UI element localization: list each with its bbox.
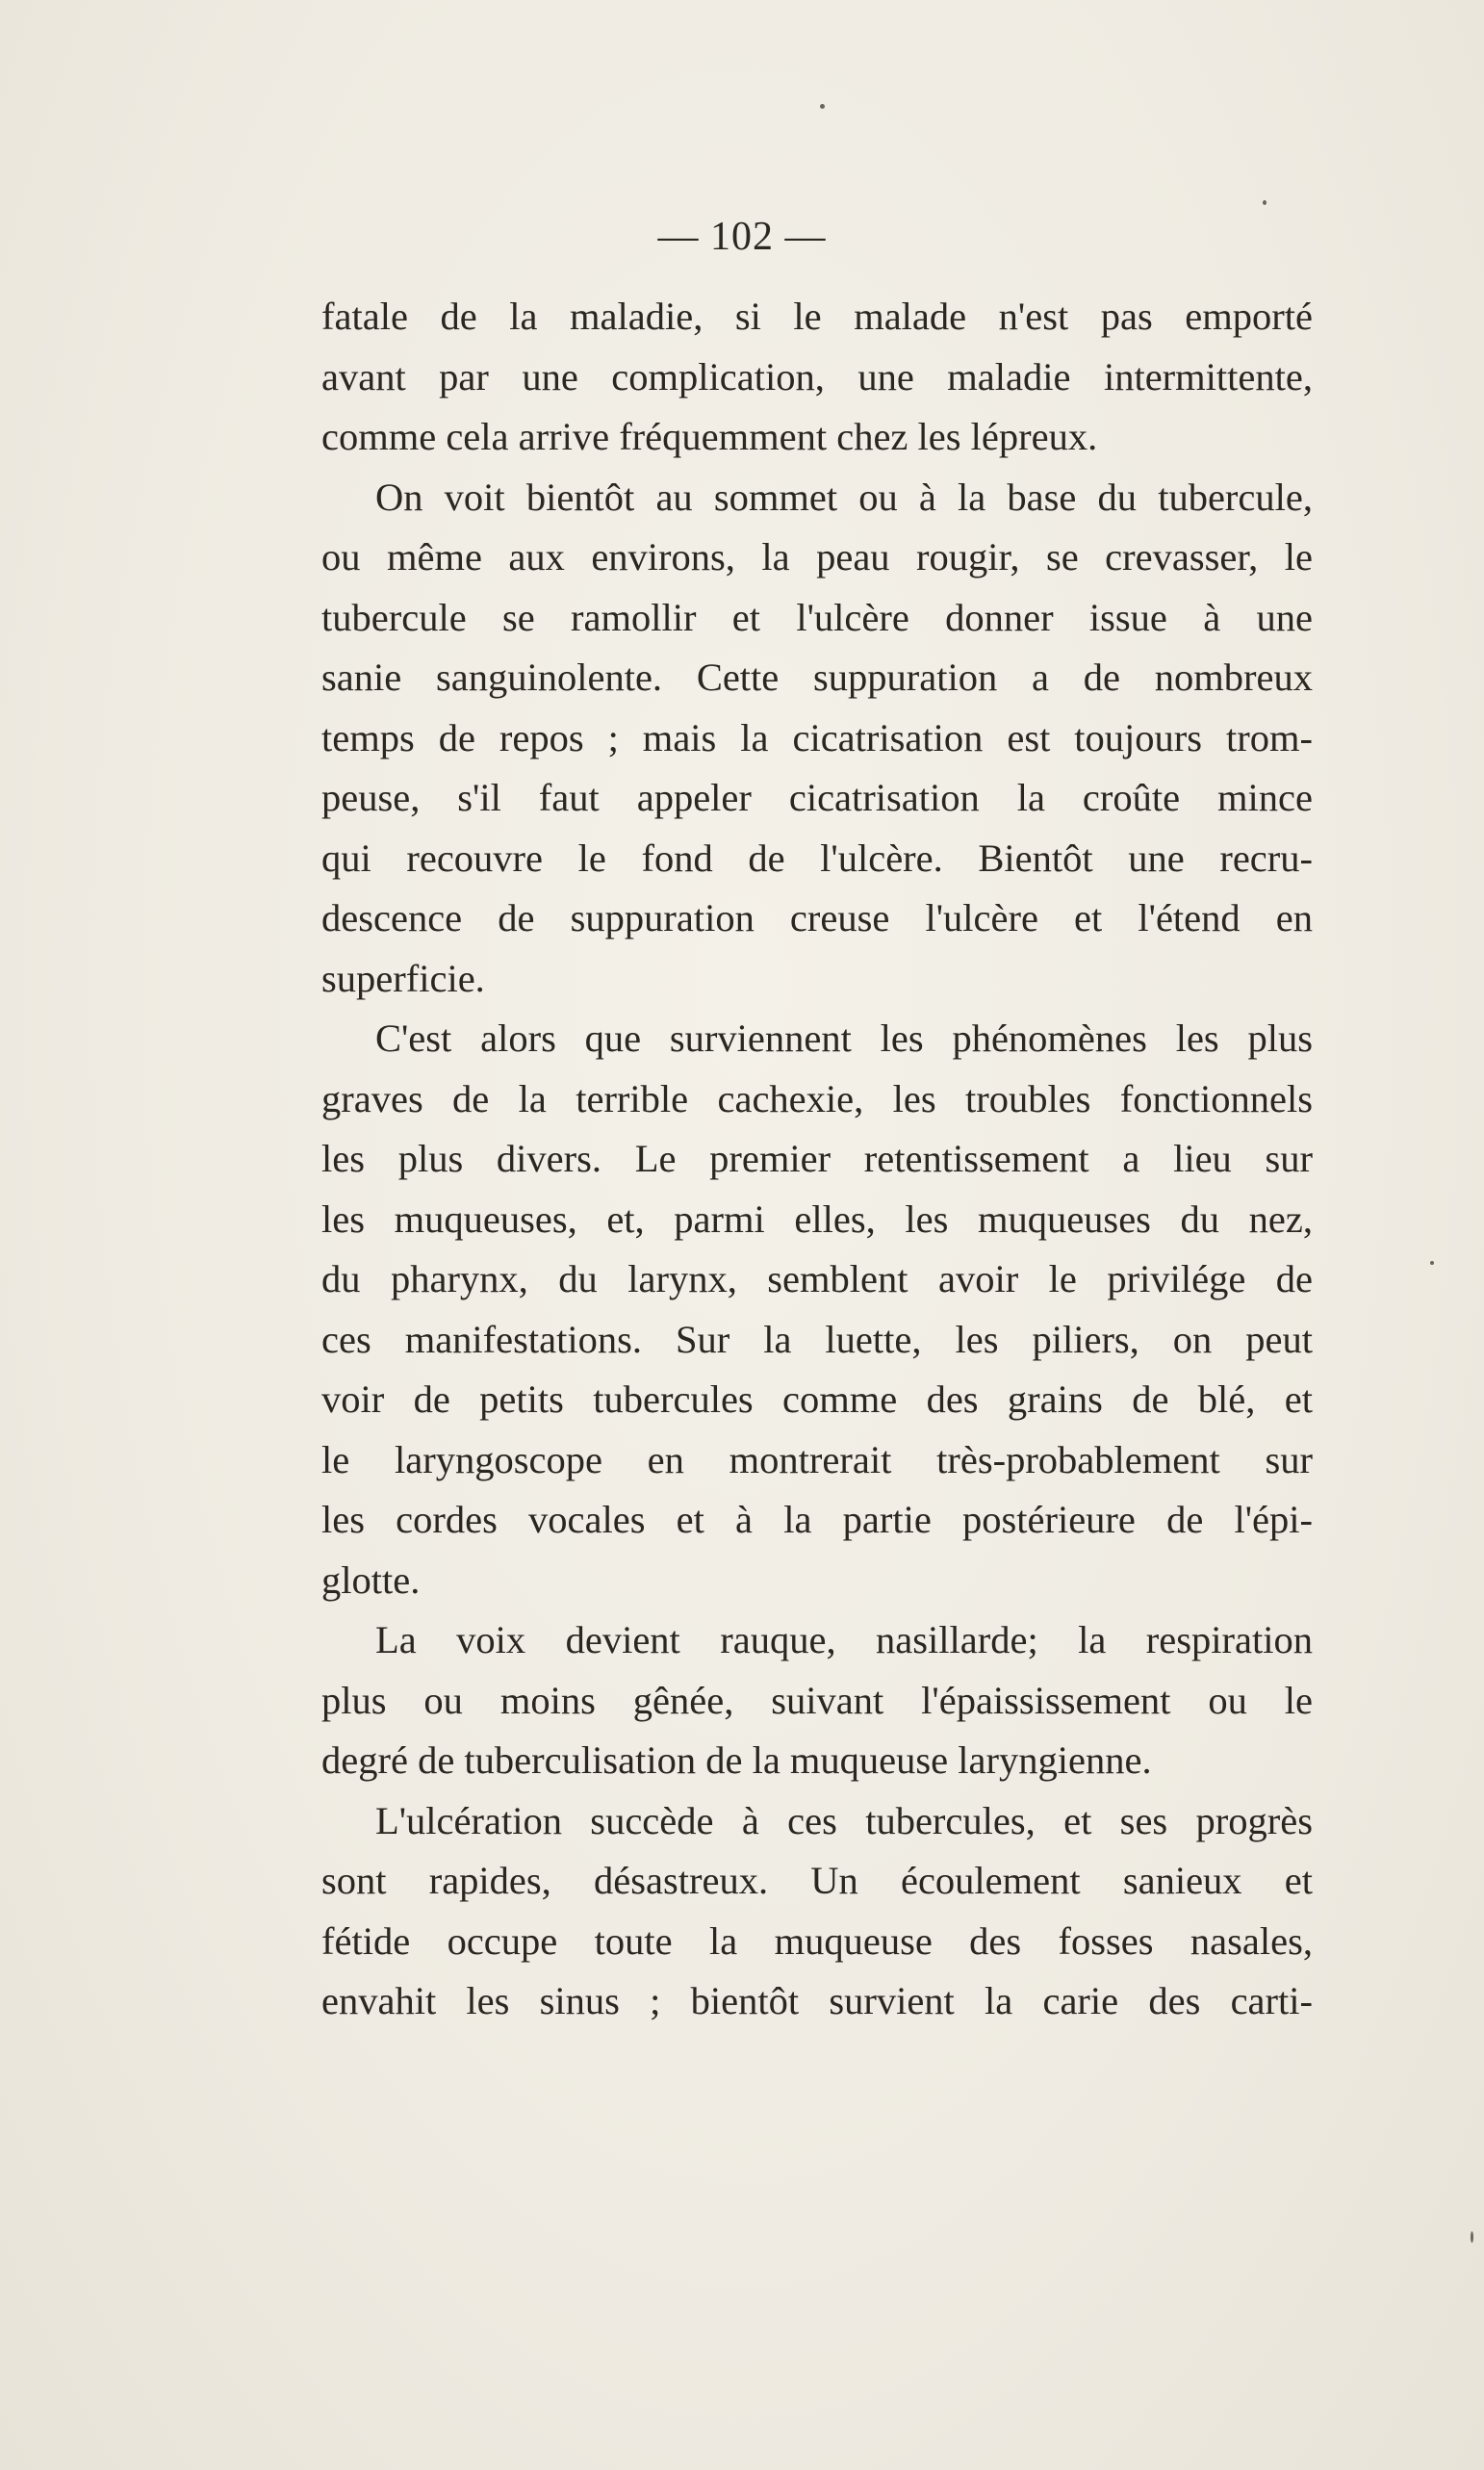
text-line: degré de tuberculisation de la muqueuse laryngienne. (321, 1738, 1152, 1782)
text-line: ou même aux environs, la peau rougir, se crevasser, le (321, 535, 1313, 579)
text-line: le laryngoscope en montrerait très-probablement sur (321, 1437, 1313, 1481)
page-number: — 102 — (657, 215, 827, 259)
text-line: qui recouvre le fond de l'ulcère. Bientôt une recru- (321, 836, 1313, 880)
text-line: les plus divers. Le premier retentissement a lieu sur (321, 1137, 1313, 1180)
text-line: La voix devient rauque, nasillarde; la respiration (375, 1618, 1313, 1661)
text-line: plus ou moins gênée, suivant l'épaississement ou le (321, 1678, 1313, 1722)
paper-speck (1263, 200, 1267, 205)
text-line: temps de repos ; mais la cicatrisation est toujours trom- (321, 715, 1313, 759)
text-line: L'ulcération succède à ces tubercules, et ses progrès (375, 1798, 1313, 1842)
text-line: ces manifestations. Sur la luette, les piliers, on peut (321, 1317, 1313, 1361)
text-line: glotte. (321, 1557, 421, 1602)
text-line: peuse, s'il faut appeler cicatrisation la croûte mince (321, 776, 1313, 819)
text-line: comme cela arrive fréquemment chez les lépreux. (321, 415, 1098, 458)
body-text (321, 287, 1313, 2032)
text-line: superficie. (321, 956, 485, 1000)
text-line: les muqueuses, et, parmi elles, les muqueuses du nez, (321, 1196, 1313, 1241)
text-line: les cordes vocales et à la partie postérieure de l'épi- (321, 1498, 1313, 1541)
text-line: On voit bientôt au sommet ou à la base du tubercule, (375, 475, 1313, 519)
text-line: voir de petits tubercules comme des grains de blé, et (321, 1377, 1313, 1421)
text-line: C'est alors que surviennent les phénomènes les plus (375, 1016, 1313, 1060)
text-line: sanie sanguinolente. Cette suppuration a de nombreux (321, 656, 1313, 699)
paper-speck (1430, 1261, 1434, 1265)
text-line: envahit les sinus ; bientôt survient la carie des carti- (321, 1979, 1313, 2022)
text-line: descence de suppuration creuse l'ulcère et l'étend en (321, 896, 1313, 939)
paper-speck (1471, 2231, 1473, 2243)
paper-speck (820, 104, 825, 109)
text-line: tubercule se ramollir et l'ulcère donner issue à une (321, 595, 1313, 639)
text-line: avant par une complication, une maladie intermittente, (321, 354, 1313, 399)
text-line: graves de la terrible cachexie, les troubles fonctionnels (321, 1076, 1313, 1120)
text-line: du pharynx, du larynx, semblent avoir le privilége de (321, 1257, 1313, 1300)
text-line: fétide occupe toute la muqueuse des fosses nasales, (321, 1918, 1313, 1963)
text-line: fatale de la maladie, si le malade n'est pas emporté (321, 295, 1313, 338)
text-line: sont rapides, désastreux. Un écoulement sanieux et (321, 1859, 1313, 1902)
